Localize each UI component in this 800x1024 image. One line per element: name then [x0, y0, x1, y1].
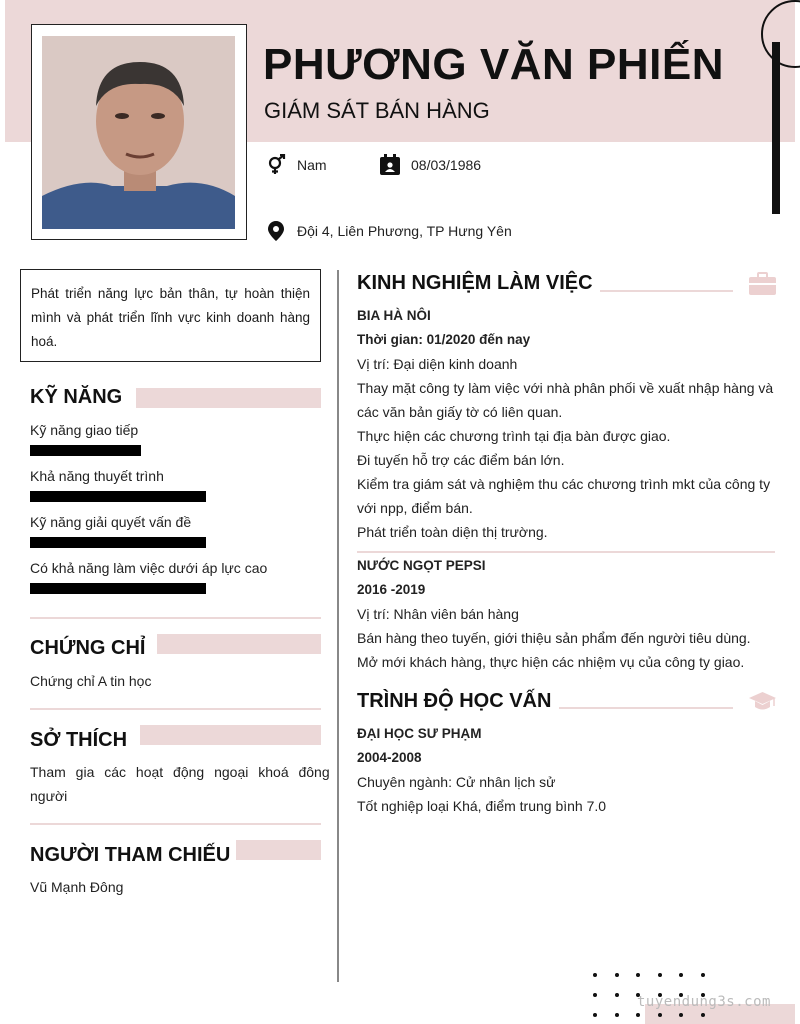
section-divider: [30, 708, 321, 710]
decorative-dot: [636, 973, 640, 977]
hobby-line: [30, 764, 330, 780]
education-title: TRÌNH ĐỘ HỌC VẤN: [357, 690, 552, 712]
education-title-line: [559, 707, 733, 709]
job-title: GIÁM SÁT BÁN HÀNG: [264, 98, 490, 123]
skill-label: Kỹ năng giao tiếp: [30, 422, 139, 438]
section-divider: [30, 823, 321, 825]
education-detail: Chuyên ngành: Cử nhân lịch sử: [357, 774, 556, 790]
job-detail-line: Vị trí: Đại diện kinh doanh: [357, 356, 518, 372]
skill-level-bar: [30, 491, 206, 502]
dob-value: 08/03/1986: [411, 157, 482, 173]
job-detail-line: Bán hàng theo tuyến, giới thiệu sản phẩm đến người tiêu dùng.: [357, 630, 751, 646]
briefcase-icon: [749, 272, 776, 300]
company-name: BIA HÀ NÔI: [357, 308, 431, 323]
skill-label: Có khả năng làm việc dưới áp lực cao: [30, 560, 268, 576]
hobby-line-2: người: [30, 788, 68, 804]
company-name: NƯỚC NGỌT PEPSI: [357, 558, 486, 573]
gender-value: Nam: [297, 157, 327, 173]
job-detail-line: Thực hiện các chương trình tại địa bàn được giao.: [357, 428, 671, 444]
school-name: ĐẠI HỌC SƯ PHẠM: [357, 726, 482, 741]
job-detail-line: Vị trí: Nhân viên bán hàng: [357, 606, 519, 622]
gender-row: [265, 154, 327, 176]
skill-label: Kỹ năng giải quyết vấn đề: [30, 514, 192, 530]
certificate-item: Chứng chỉ A tin học: [30, 673, 152, 689]
skill-level-bar: [30, 537, 206, 548]
job-period: Thời gian: 01/2020 đến nay: [357, 332, 531, 347]
job-period: 2016 -2019: [357, 582, 426, 597]
decorative-dot: [658, 1013, 662, 1017]
experience-title-line: [600, 290, 733, 292]
skill-label: Khả năng thuyết trình: [30, 468, 164, 484]
skill-level-bar: [30, 445, 141, 456]
job-divider: [357, 551, 775, 553]
decorative-dot: [593, 973, 597, 977]
candidate-name: PHƯƠNG VĂN PHIẾN: [263, 40, 724, 89]
education-detail: Tốt nghiệp loại Khá, điểm trung bình 7.0: [357, 798, 607, 814]
decorative-dot: [658, 973, 662, 977]
reference-title: NGƯỜI THAM CHIẾU: [30, 844, 231, 866]
reference-name: Vũ Mạnh Đông: [30, 879, 124, 895]
avatar: [42, 36, 235, 229]
decorative-dot: [593, 993, 597, 997]
column-divider: [337, 270, 339, 982]
job-detail-line: Phát triển toàn diện thị trường.: [357, 524, 548, 540]
skill-level-bar: [30, 583, 206, 594]
graduation-cap-icon: [749, 690, 776, 717]
watermark: tuyendung3s.com: [637, 994, 771, 1010]
section-divider: [30, 617, 321, 619]
location-pin-icon: [265, 220, 287, 242]
job-detail-line: Kiểm tra giám sát và nghiệm thu các chương trình mkt của công ty: [357, 476, 771, 492]
hobby-text: Tham gia các hoạt động ngoại khoá đông: [30, 764, 330, 780]
address-value: Đội 4, Liên Phương, TP Hưng Yên: [297, 223, 512, 239]
reference-title-bar: [236, 840, 321, 860]
address-row: [265, 220, 512, 242]
decorative-vertical-bar: [772, 42, 780, 214]
decorative-dot: [701, 973, 705, 977]
decorative-dot: [593, 1013, 597, 1017]
decorative-dot: [679, 973, 683, 977]
job-detail-line: Đi tuyến hỗ trợ các điểm bán lớn.: [357, 452, 565, 468]
hobbies-title: SỞ THÍCH: [30, 729, 128, 751]
career-objective: Phát triển năng lực bản thân, tự hoàn thiện mình và phát triển lĩnh vực kinh doanh hàng hoá.: [20, 269, 321, 362]
decorative-dot: [615, 973, 619, 977]
job-detail-line: Mở mới khách hàng, thực hiện các nhiệm vụ của công ty giao.: [357, 654, 745, 670]
education-period: 2004-2008: [357, 750, 422, 765]
decorative-dot: [636, 1013, 640, 1017]
decorative-dot: [701, 1013, 705, 1017]
calendar-icon: [379, 154, 401, 176]
decorative-dot: [615, 993, 619, 997]
job-detail-line: với npp, điểm bán.: [357, 500, 473, 516]
skills-title: KỸ NĂNG: [30, 386, 123, 408]
decorative-dot: [615, 1013, 619, 1017]
experience-title: KINH NGHIỆM LÀM VIỆC: [357, 272, 593, 294]
skills-title-bar: [136, 388, 321, 408]
certificates-title: CHỨNG CHỈ: [30, 637, 146, 659]
gender-icon: [265, 154, 287, 176]
hobbies-title-bar: [140, 725, 321, 745]
decorative-dot: [679, 1013, 683, 1017]
certificates-title-bar: [157, 634, 321, 654]
dob-row: [379, 154, 481, 176]
job-detail-line: Thay mặt công ty làm việc với nhà phân phối về xuất nhập hàng và: [357, 380, 774, 396]
job-detail-line: các văn bản giấy tờ có liên quan.: [357, 404, 563, 420]
